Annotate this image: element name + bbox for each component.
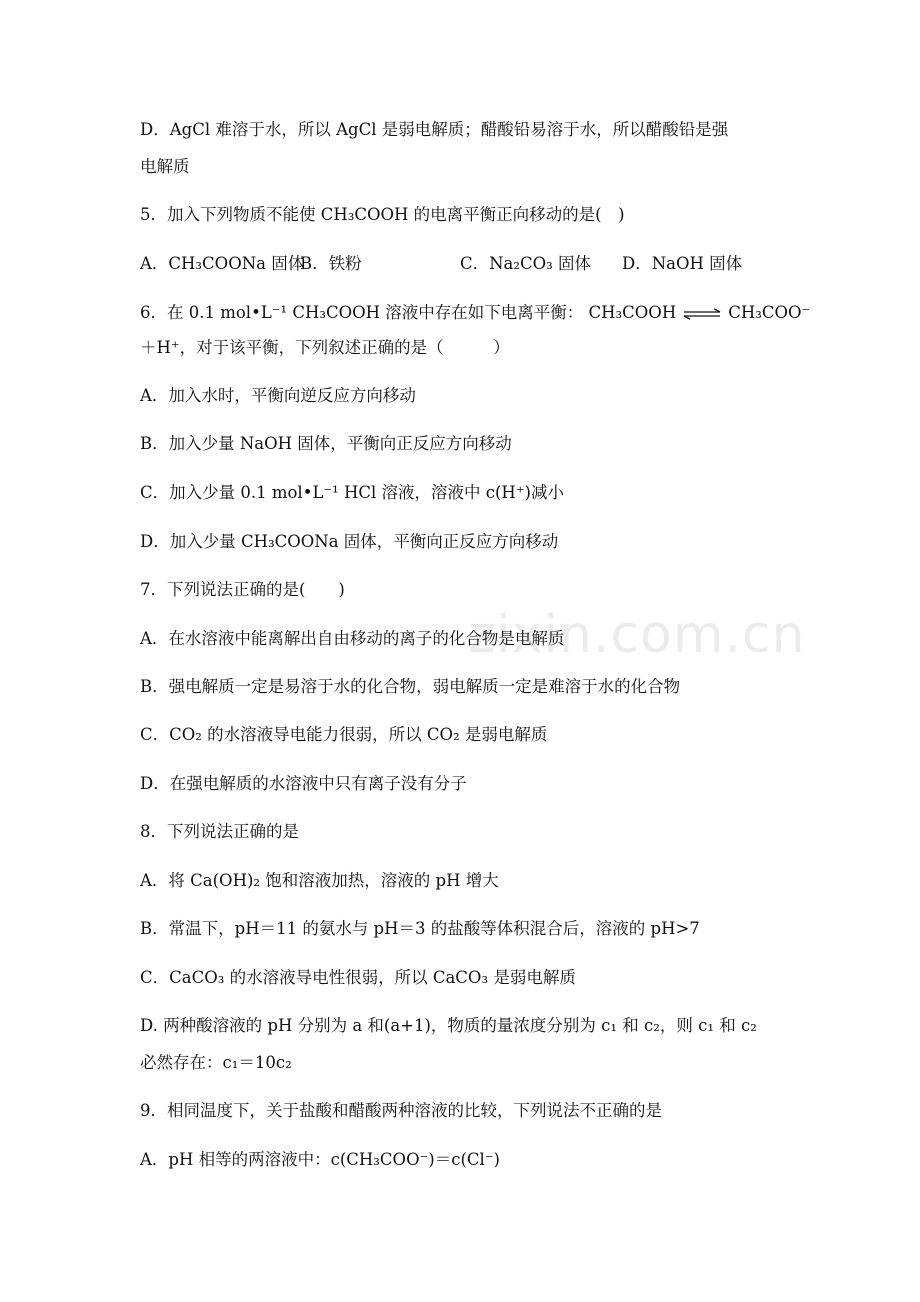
question-6-stem-line2: ＋H⁺，对于该平衡，下列叙述正确的是（ ）: [140, 338, 510, 357]
q8-option-b: B．常温下，pH＝11 的氨水与 pH＝3 的盐酸等体积混合后，溶液的 pH>7: [140, 919, 700, 938]
q5-option-c: C．Na₂CO₃ 固体: [460, 254, 592, 273]
q5-option-a: A．CH₃COONa 固体: [140, 254, 305, 273]
q5-option-d: D．NaOH 固体: [622, 254, 743, 273]
q7-option-c: C．CO₂ 的水溶液导电能力很弱，所以 CO₂ 是弱电解质: [140, 725, 548, 744]
q7-option-a: A．在水溶液中能离解出自由移动的离子的化合物是电解质: [140, 629, 565, 648]
equilibrium-arrow-icon: [682, 308, 722, 320]
q6-stem-part1: 6．在 0.1 mol•L⁻¹ CH₃COOH 溶液中存在如下电离平衡： CH₃COOH: [140, 303, 677, 322]
q6-option-a: A．加入水时，平衡向逆反应方向移动: [140, 386, 416, 405]
watermark: zixin.com.cn: [468, 605, 806, 665]
q6-stem-part2: CH₃COO⁻: [728, 303, 811, 322]
q6-option-d: D．加入少量 CH₃COONa 固体，平衡向正反应方向移动: [140, 532, 559, 551]
q4-option-d-line2: 电解质: [140, 157, 190, 176]
q4-option-d-line1: D．AgCl 难溶于水，所以 AgCl 是弱电解质；醋酸铅易溶于水，所以醋酸铅是强: [140, 120, 729, 139]
question-9-stem: 9．相同温度下，关于盐酸和醋酸两种溶液的比较，下列说法不正确的是: [140, 1101, 662, 1120]
q9-option-a: A．pH 相等的两溶液中：c(CH₃COO⁻)＝c(Cl⁻): [140, 1150, 500, 1169]
q8-option-d-line2: 必然存在：c₁＝10c₂: [140, 1053, 292, 1072]
q6-option-b: B．加入少量 NaOH 固体，平衡向正反应方向移动: [140, 434, 512, 453]
q7-option-b: B．强电解质一定是易溶于水的化合物，弱电解质一定是难溶于水的化合物: [140, 677, 681, 696]
q6-option-c: C．加入少量 0.1 mol•L⁻¹ HCl 溶液，溶液中 c(H⁺)减小: [140, 483, 564, 502]
q8-option-d-line1: D. 两种酸溶液的 pH 分别为 a 和(a+1)，物质的量浓度分别为 c₁ 和 c₂，则 c₁ 和 c₂: [140, 1016, 757, 1035]
q8-option-a: A．将 Ca(OH)₂ 饱和溶液加热，溶液的 pH 增大: [140, 871, 499, 890]
question-5-stem: 5．加入下列物质不能使 CH₃COOH 的电离平衡正向移动的是( ): [140, 205, 625, 224]
question-7-stem: 7．下列说法正确的是( ): [140, 580, 345, 599]
q8-option-c: C．CaCO₃ 的水溶液导电性很弱，所以 CaCO₃ 是弱电解质: [140, 968, 576, 987]
question-6-stem-line1: [140, 302, 811, 324]
q7-option-d: D．在强电解质的水溶液中只有离子没有分子: [140, 774, 467, 793]
question-8-stem: 8．下列说法正确的是: [140, 822, 299, 841]
q5-option-b: B．铁粉: [300, 254, 362, 273]
